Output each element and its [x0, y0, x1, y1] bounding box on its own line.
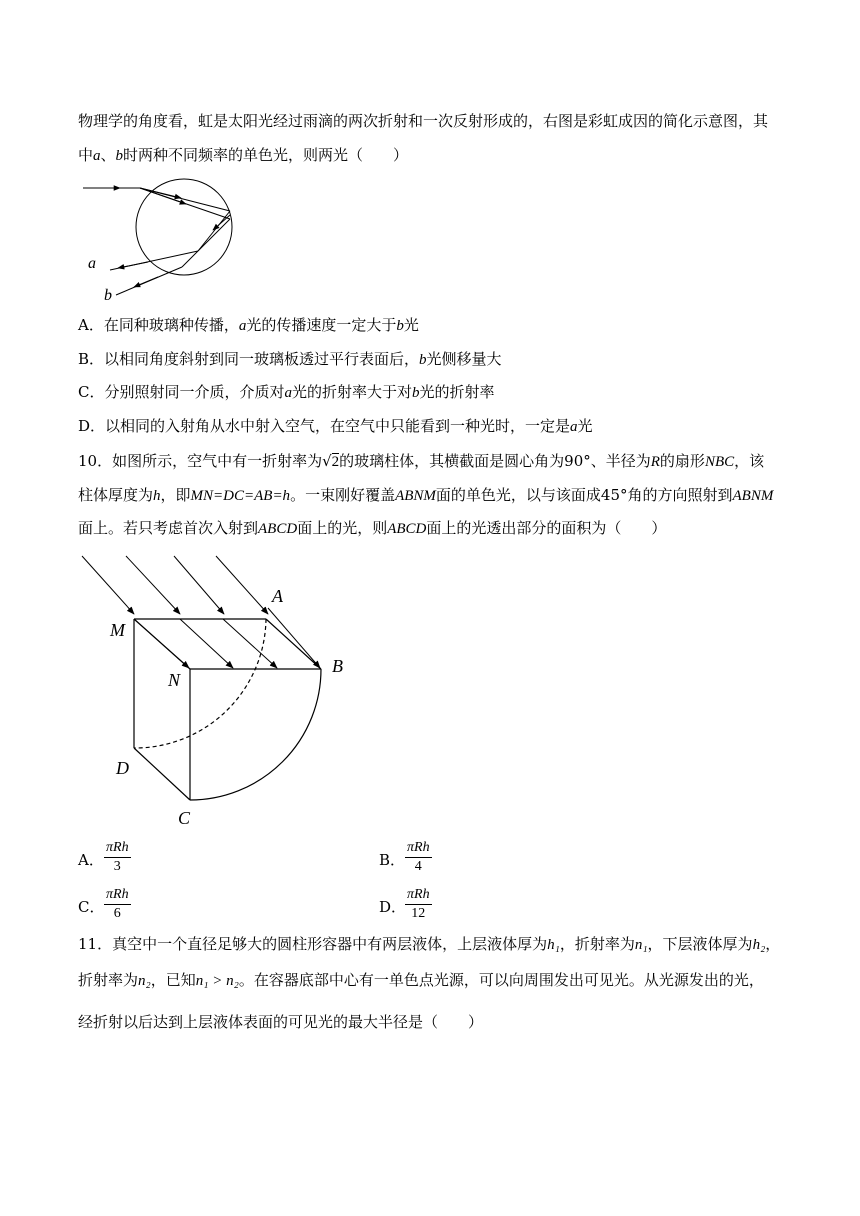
q10-option-c-label[interactable]: C． [78, 898, 105, 916]
label-A: A [272, 586, 283, 606]
q10-stem-line3: 面上。若只考虑首次入射到ABCD面上的光，则ABCD面上的光透出部分的面积为（ ） [78, 519, 667, 537]
q10-option-c-fraction[interactable]: πRh 6 [106, 887, 129, 921]
label-D: D [116, 758, 129, 778]
q9-stem-line2: 中a、b时两种不同频率的单色光，则两光（ ） [78, 146, 409, 164]
label-C: C [178, 808, 191, 828]
q9-option-a[interactable]: A．在同种玻璃种传播，a光的传播速度一定大于b光 [78, 316, 419, 334]
q11-stem-line1: 11．真空中一个直径足够大的圆柱形容器中有两层液体，上层液体厚为h₁，折射率为n₁，下层液体厚为h₂， [78, 935, 781, 953]
q10-option-b-fraction[interactable]: πRh 4 [407, 840, 430, 874]
q9-option-c[interactable]: C．分别照射同一介质，介质对a光的折射率大于对b光的折射率 [78, 383, 495, 401]
q10-option-b-label[interactable]: B． [379, 851, 406, 869]
q11-stem-line3: 经折射以后达到上层液体表面的可见光的最大半径是（ ） [78, 1013, 484, 1031]
q10-option-d-label[interactable]: D． [379, 898, 407, 916]
label-B: B [332, 656, 343, 676]
label-b: b [104, 287, 112, 304]
q11-stem-line2: 折射率为n₂，已知n₁ > n₂。在容器底部中心有一单色点光源，可以向周围发出可见光。从光源发出的光， [78, 971, 764, 989]
q10-option-d-fraction[interactable]: πRh 12 [407, 887, 430, 921]
q9-stem-line1: 物理学的角度看，虹是太阳光经过雨滴的两次折射和一次反射形成的，右图是彩虹成因的简化示意图，其 [78, 112, 769, 130]
q10-stem-line1: 10．如图所示，空气中有一折射率为√2的玻璃柱体，其横截面是圆心角为90°、半径为R的扇形NBC，该 [78, 452, 765, 470]
glass-prism-diagram [78, 548, 368, 838]
q9-option-d[interactable]: D．以相同的入射角从水中射入空气，在空气中只能看到一种光时，一定是a光 [78, 417, 593, 435]
q10-option-a-label[interactable]: A． [78, 851, 104, 869]
label-M: M [110, 620, 125, 640]
rainbow-diagram [78, 175, 248, 305]
label-N: N [168, 670, 181, 690]
q10-option-a-fraction[interactable]: πRh 3 [106, 840, 129, 874]
q10-stem-line2: 柱体厚度为h，即MN=DC=AB=h。一束刚好覆盖ABNM面的单色光，以与该面成45°角的方向照射到ABNM [78, 486, 774, 504]
sqrt-symbol: √ [322, 452, 332, 470]
label-a: a [88, 255, 96, 272]
q9-option-b[interactable]: B．以相同角度斜射到同一玻璃板透过平行表面后，b光侧移量大 [78, 350, 502, 368]
